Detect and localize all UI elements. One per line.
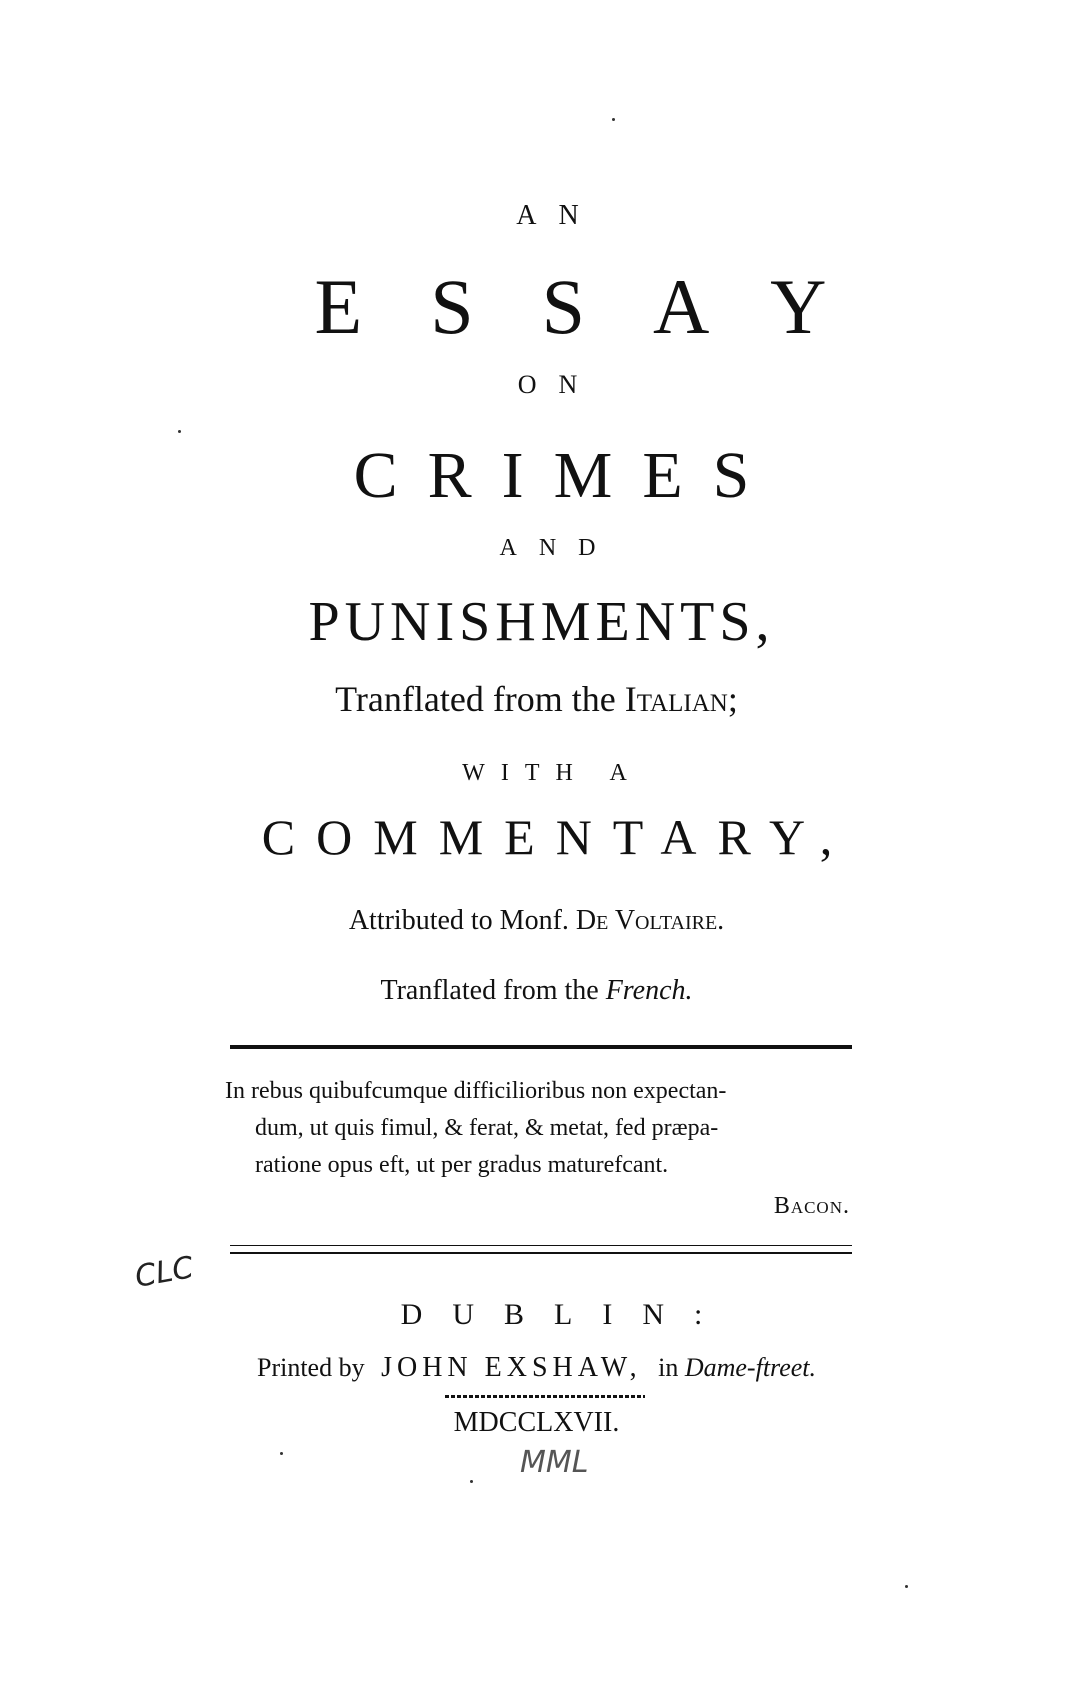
handwritten-mark: MML [520,1445,589,1480]
title-commentary: COMMENTARY, [261,809,854,865]
translated-from-italian [0,678,1073,720]
attribution-line [0,905,1073,937]
printer-place: Dame-ftreet. [684,1353,816,1382]
title-essay: ESSAY [314,263,895,350]
epigraph [225,1073,865,1184]
handwritten-initials: CLC [132,1250,197,1295]
epigraph-line-1: In rebus quibufcumque difficilioribus non expectan- [225,1078,727,1104]
ornamental-rule [445,1395,645,1398]
paper-speck [280,1452,283,1455]
title-and: AND [499,535,618,561]
double-rule-bottom [230,1252,852,1254]
printer-name: JOHN EXSHAW, [381,1352,642,1383]
imprint-year: MDCCLXVII. [453,1407,620,1438]
translated-suffix: ; [727,679,738,719]
translated-from-prefix: Tranflated from the [380,975,606,1006]
printed-by: Printed by [256,1353,365,1382]
paper-speck [178,430,181,433]
epigraph-line-2: dum, ut quis fimul, & ferat, & metat, fed præpa- [255,1115,719,1141]
paper-speck [612,118,615,121]
title-punishments: PUNISHMENTS, [308,591,775,653]
paper-speck [470,1480,473,1483]
attributed-name: De Voltaire. [575,905,725,936]
title-an: AN [516,200,601,231]
epigraph-attribution: Bacon. [773,1193,850,1219]
translated-from-french [0,975,1073,1007]
imprint-city: DUBLIN: [400,1298,733,1331]
top-rule [230,1045,852,1049]
title-with-a: WITH A [462,760,643,786]
translated-language: Italian [624,679,728,719]
translated-from-language: French. [605,975,693,1006]
title-crimes: CRIMES [353,439,780,512]
title-on: ON [517,370,600,399]
paper-speck [905,1585,908,1588]
translated-prefix: Tranflated from the [335,679,625,719]
attributed-prefix: Attributed to Monf. [348,905,576,936]
double-rule-top [230,1245,852,1246]
place-prefix: in [658,1353,685,1382]
epigraph-line-3: ratione opus eft, ut per gradus maturefcant. [255,1152,669,1178]
imprint-printer-line [0,1352,1073,1384]
